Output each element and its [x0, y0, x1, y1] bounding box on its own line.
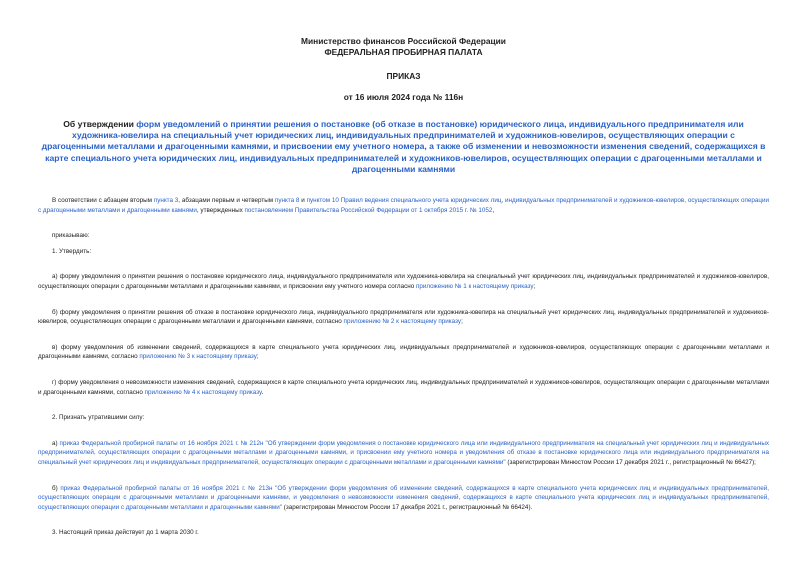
- intro-text-5: , утвержденных: [196, 206, 245, 214]
- item-3: 3. Настоящий приказ действует до 1 марта 2030 г.: [52, 529, 199, 537]
- link-government-decree[interactable]: постановлением Правительства Российской Федерации от 1 октября 2015 г. № 1052: [244, 206, 493, 214]
- intro-paragraph: [38, 196, 769, 215]
- intro-text-6: ,: [492, 206, 495, 214]
- orders-word: приказываю:: [52, 232, 90, 240]
- repealed-a-tail: (зарегистрирован Минюстом России 17 декабря 2021 г., регистрационный № 66427);: [505, 458, 756, 466]
- subitem-c-tail: ;: [256, 353, 259, 361]
- link-punkt-8[interactable]: пункта 8: [274, 197, 300, 205]
- link-rules[interactable]: Правил ведения специального учета юридических лиц, индивидуальных предпринимателей и художников-ювелиров, осуществляющих операции с драгоценными металлами и драгоценными камнями: [38, 197, 770, 214]
- subitem-b-tail: ;: [461, 318, 463, 326]
- document-type: ПРИКАЗ: [386, 71, 421, 81]
- link-order-212n[interactable]: приказ Федеральной пробирной палаты от 16 ноября 2021 г. № 212н "Об утверждении форм уведомления о постановке юридического лица или индивидуального предпринимателя на специальный учет юридических лиц и индивидуальных предпринимателей, осуществляющих операции с драгоценными металлами и драгоценными камнями, и присвоении ему учетного номера и уведомления об отказе в постановке юридического лица или индивидуального предпринимателя на специальный учет юридических лиц и индивидуальных предпринимателей, осуществляющих операции с драгоценными металлами и драгоценными камнями": [38, 439, 769, 466]
- document-body: [38, 196, 769, 538]
- subitem-a-tail: ;: [533, 282, 536, 290]
- link-appendix-3[interactable]: приложению № 3 к настоящему приказу: [139, 353, 257, 361]
- title-link[interactable]: форм уведомлений о принятии решения о постановке (об отказе в постановке) юридического лица, индивидуального предпринимателя или художника-ювелира на специальный учет юридических лиц, индивидуальных предпринимателей и художников-ювелиров, осуществляющих операции с драгоценными металлами и драгоценными камнями, и присвоении ему учетного номера, а также об изменении и невозможности изменения сведений, содержащихся в карте специального учета юридических лиц, индивидуальных предпринимателей и художников-ювелиров, осуществляющих операции с драгоценными металлами и драгоценными камнями: [41, 119, 766, 174]
- document-date-number: от 16 июля 2024 года № 116н: [343, 92, 464, 102]
- repealed-b-tail: (зарегистрирован Минюстом России 17 декабря 2021 г., регистрационный № 66424).: [282, 503, 533, 511]
- document-header: [38, 36, 769, 58]
- subitem-d-tail: .: [261, 388, 264, 396]
- intro-text-1: В соответствии с абзацем вторым: [52, 197, 154, 205]
- ministry-name: Министерство финансов Российской Федерации: [301, 36, 506, 46]
- repealed-a-prefix: а): [52, 439, 60, 447]
- subitem-c: [38, 343, 769, 362]
- link-appendix-1[interactable]: приложению № 1 к настоящему приказу: [415, 282, 534, 290]
- subitem-a-text: а) форму уведомления о принятии решения о постановке юридического лица, индивидуального предпринимателя или художника-ювелира на специальный учет юридических лиц, индивидуальных предпринимателей и художников-ювелиров, осуществляющих операции с драгоценными металлами и драгоценными камнями, и присвоении ему учетного номера согласно: [38, 273, 769, 290]
- subitem-b: [38, 308, 769, 327]
- subitem-d-text: г) форму уведомления о невозможности изменения сведений, содержащихся в карте специального учета юридических лиц, индивидуальных предпринимателей и художников-ювелиров, осуществляющих операции с драгоценными металлами и драгоценными камнями, согласно: [38, 378, 769, 396]
- item-2: 2. Признать утратившими силу:: [52, 414, 145, 422]
- link-appendix-4[interactable]: приложению № 4 к настоящему приказу: [144, 388, 262, 396]
- repealed-b-prefix: б): [52, 484, 61, 492]
- subitem-b-text: б) форму уведомления о принятии решения об отказе в постановке юридического лица, индивидуального предпринимателя или художника-ювелира на специальный учет юридических лиц, индивидуальных предпринимателей и художников-ювелиров, осуществляющих операции с драгоценными металлами и драгоценными камнями, согласно: [38, 308, 769, 326]
- item-1: 1. Утвердить:: [52, 247, 92, 255]
- subitem-a: [38, 272, 769, 291]
- chamber-name: ФЕДЕРАЛЬНАЯ ПРОБИРНАЯ ПАЛАТА: [324, 47, 483, 57]
- subitem-c-text: в) форму уведомления об изменении сведений, содержащихся в карте специального учета юридических лиц, индивидуальных предпринимателей и художников-ювелиров, осуществляющих операции с драгоценными металлами и драгоценными камнями, согласно: [38, 343, 769, 361]
- document-title: [40, 119, 767, 175]
- repealed-a: [38, 439, 769, 468]
- link-appendix-2[interactable]: приложению № 2 к настоящему приказу: [343, 318, 462, 326]
- link-punkt-3[interactable]: пункта 3: [153, 197, 179, 205]
- repealed-b: [38, 484, 769, 513]
- intro-text-3: и: [299, 197, 307, 205]
- title-prefix: Об утверждении: [63, 119, 137, 129]
- intro-text-2: , абзацами первым и четвертым: [178, 197, 275, 205]
- link-order-213n[interactable]: приказ Федеральной пробирной палаты от 16 ноября 2021 г. № 213н "Об утверждении форм уведомления об изменении сведений, содержащихся в карте специального учета юридических лиц и индивидуальных предпринимателей, осуществляющих операции с драгоценными металлами и драгоценными камнями, и уведомления о невозможности изменения сведений, содержащихся в карте специального учета юридических лиц и индивидуальных предпринимателей, осуществляющих операции с драгоценными металлами и драгоценными камнями": [38, 484, 770, 511]
- link-punkt-10[interactable]: пунктом 10: [306, 197, 339, 205]
- subitem-d: [38, 378, 769, 397]
